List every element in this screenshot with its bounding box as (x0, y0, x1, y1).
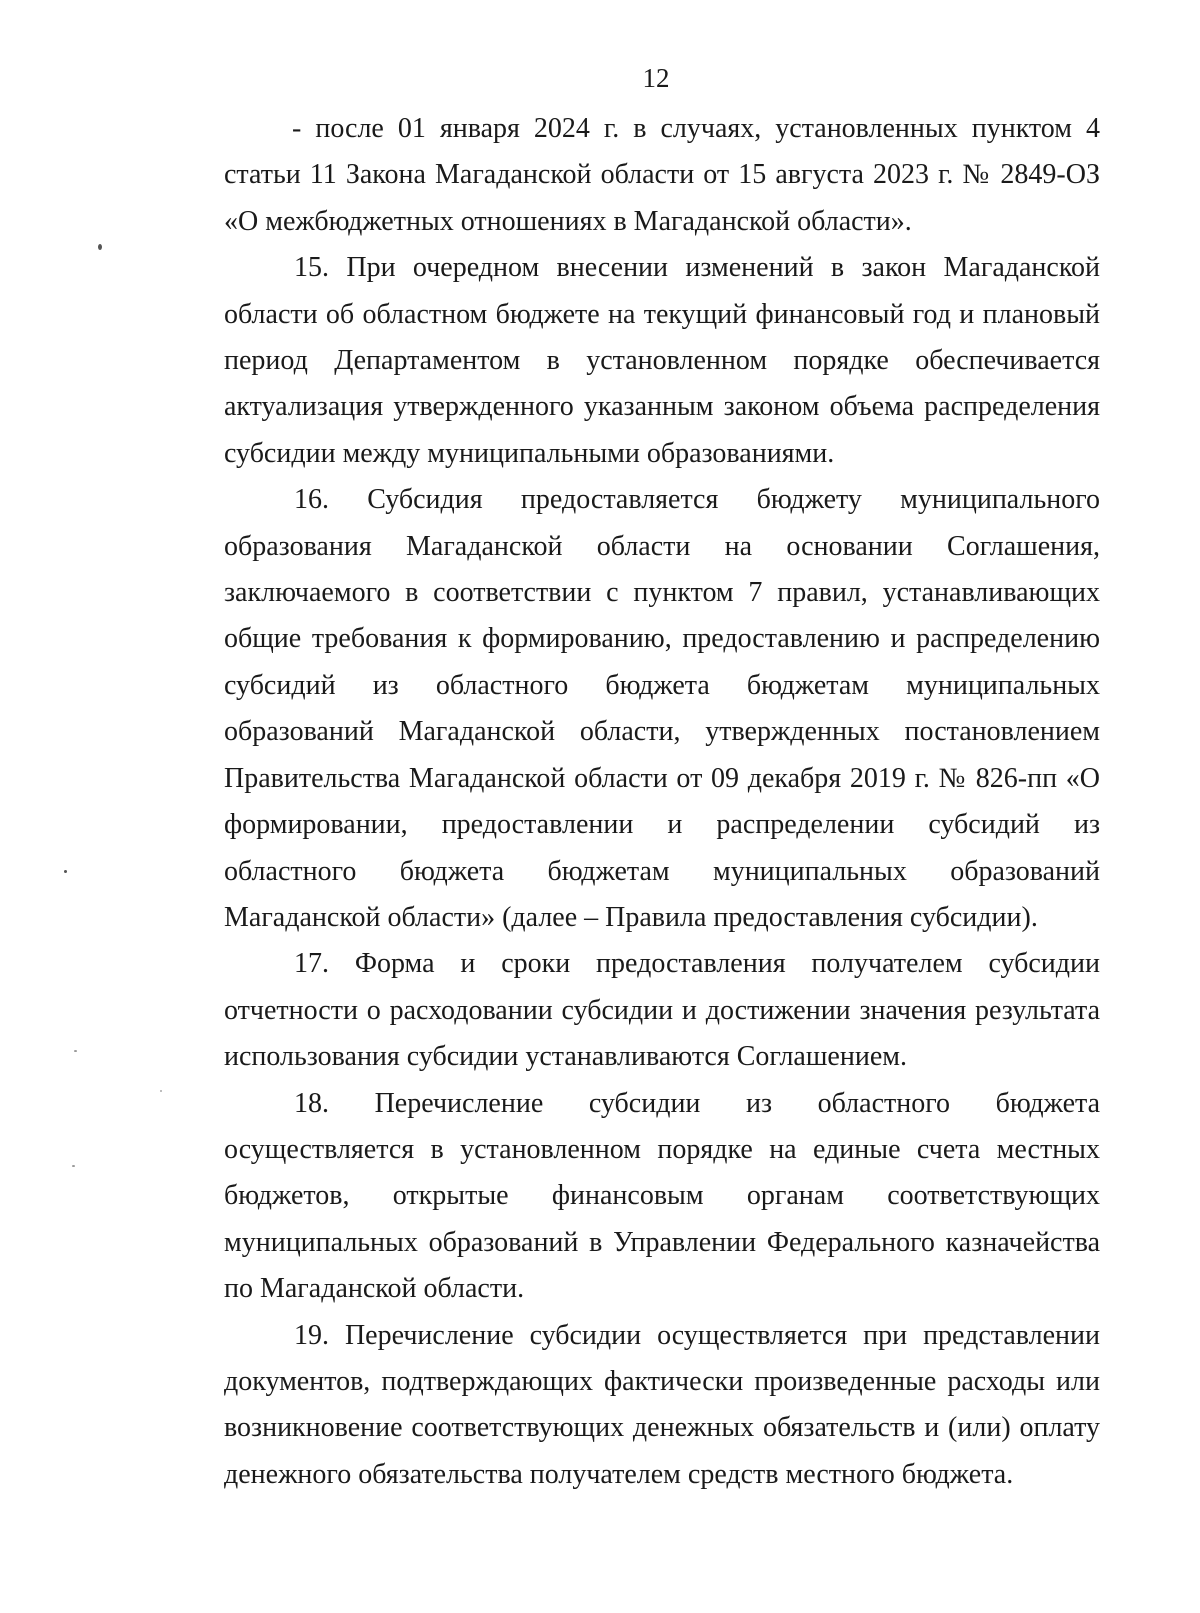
scan-speck (98, 244, 102, 250)
scan-speck (64, 870, 67, 873)
scan-speck (72, 1165, 75, 1167)
paragraph-intro: - после 01 января 2024 г. в случаях, установленных пунктом 4 статьи 11 Закона Магаданской области от 15 августа 2023 г. № 2849-ОЗ «О межбюджетных отношениях в Магаданской области». (224, 113, 1100, 237)
paragraph-16: 16. Субсидия предоставляется бюджету муниципального образования Магаданской области на основании Соглашения, заключаемого в соответствии с пунктом 7 правил, устанавливающих общие требования к формированию, предоставлению и распределению субсидий из областного бюджета бюджетам муниципальных образований Магаданской области, утвержденных постановлением Правительства Магаданской области от 09 декабря 2019 г. № 826-пп «О формировании, предоставлении и распределении субсидий из областного бюджета бюджетам муниципальных образований Магаданской области» (далее – Правила предоставления субсидии). (224, 484, 1100, 933)
document-body (224, 106, 1100, 1498)
page-number: 12 (642, 63, 670, 93)
paragraph-17: 17. Форма и сроки предоставления получателем субсидии отчетности о расходовании субсидии и достижении значения результата использования субсидии устанавливаются Соглашением. (224, 948, 1100, 1073)
paragraph-15: 15. При очередном внесении изменений в закон Магаданской области об областном бюджете на текущий финансовый год и плановый период Департаментом в установленном порядке обеспечивается актуализация утвержденного указанным законом объема распределения субсидии между муниципальными образованиями. (224, 252, 1100, 469)
scan-speck (74, 1050, 77, 1052)
scan-speck (160, 1090, 162, 1092)
paragraph-19: 19. Перечисление субсидии осуществляется при представлении документов, подтверждающих фактически произведенные расходы или возникновение соответствующих денежных обязательств и (или) оплату денежного обязательства получателем средств местного бюджета. (224, 1319, 1100, 1490)
paragraph-18: 18. Перечисление субсидии из областного бюджета осуществляется в установленном порядке на единые счета местных бюджетов, открытые финансовым органам соответствующих муниципальных образований в Управлении Федерального казначейства по Магаданской области. (224, 1087, 1100, 1305)
